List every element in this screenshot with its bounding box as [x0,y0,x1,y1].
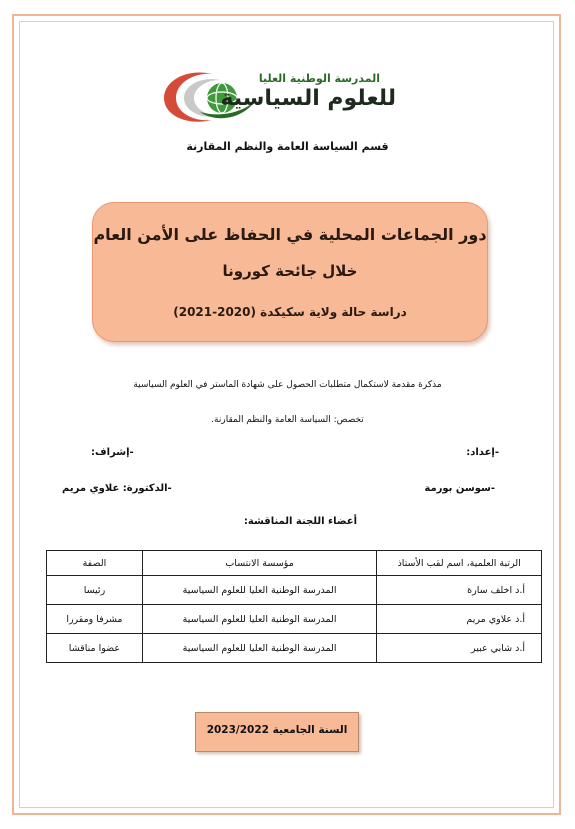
academic-year-box [195,712,359,752]
member-institution: المدرسة الوطنية العليا للعلوم السياسية [142,576,376,605]
school-logo [160,68,410,126]
student-name: -سوسن بورمة [424,483,495,494]
member-institution: المدرسة الوطنية العليا للعلوم السياسية [142,634,376,663]
committee-table [46,550,542,663]
prepared-by-label: -إعداد: [466,447,499,458]
logo-main-text: للعلوم السياسية [220,86,396,111]
table-row [47,634,542,663]
thesis-subtitle: خلال جائحة كورونا [222,262,358,280]
specialty-line: تخصص: السياسة العامة والنظم المقارنة. [211,415,364,425]
member-role: مشرفا ومقررا [47,605,143,634]
header-rank-name: الرتبة العلمية، اسم لقب الأستاذ [377,551,542,576]
header-institution: مؤسسة الانتساب [142,551,376,576]
member-name: أ.د شابي عبير [377,634,542,663]
supervisor-name: -الدكتورة: علاوي مريم [62,483,172,494]
logo-top-text: المدرسة الوطنية العليا [258,72,380,85]
case-study-line: دراسة حالة ولاية سكيكدة (2020-2021) [173,305,407,319]
table-header-row [47,551,542,576]
academic-year: السنة الجامعية 2023/2022 [206,724,348,736]
committee-label: أعضاء اللجنة المناقشة: [243,516,357,527]
department-name: قسم السياسة العامة والنظم المقارنة [186,140,389,153]
table-row [47,605,542,634]
member-role: عضوا مناقشا [47,634,143,663]
table-row [47,576,542,605]
supervision-label: -إشراف: [91,447,134,458]
thesis-title: دور الجماعات المحلية في الحفاظ على الأمن العام [93,225,487,244]
title-box [92,202,488,342]
memo-statement: مذكرة مقدمة لاستكمال متطلبات الحصول على شهادة الماستر في العلوم السياسية [133,380,442,390]
member-name: أ.د اخلف سارة [377,576,542,605]
member-name: أ.د علاوي مريم [377,605,542,634]
member-institution: المدرسة الوطنية العليا للعلوم السياسية [142,605,376,634]
header-role: الصفة [47,551,143,576]
member-role: رئيسا [47,576,143,605]
